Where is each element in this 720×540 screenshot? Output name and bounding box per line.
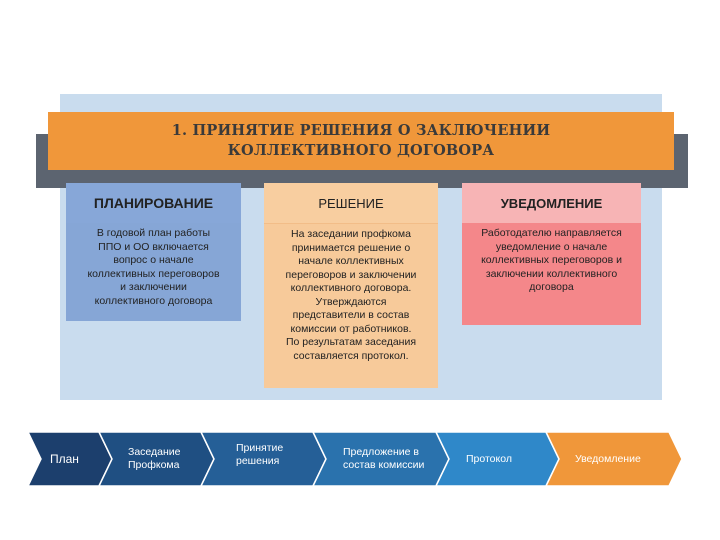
decision-title: РЕШЕНИЕ	[264, 183, 438, 224]
notification-title: УВЕДОМЛЕНИЕ	[462, 183, 641, 223]
step-decision-line-1: Принятие	[236, 442, 284, 454]
planning-text: В годовой план работы ППО и ОО включается вопрос о начале коллективных переговоров и заключении коллективного договора	[87, 227, 220, 307]
title-line-2: КОЛЛЕКТИВНОГО ДОГОВОРА	[227, 142, 495, 159]
decision-text: На заседании профкома принимается решение о начале коллективных переговоров и заключении коллективного договора. Утверждаются представители в состав комиссии от работников. По результатам заседания составляется протокол.	[285, 228, 417, 362]
step-protocol-label	[466, 432, 512, 486]
step-meeting-line-2: Профкома	[128, 459, 180, 471]
step-decision-label	[236, 428, 283, 482]
step-proposal-line-1: Предложение в	[343, 446, 419, 458]
step-protocol-text: Протокол	[466, 452, 512, 465]
step-notification-text: Уведомление	[575, 452, 641, 465]
step-plan-label	[50, 432, 79, 486]
step-proposal-line-2: состав комиссии	[343, 459, 425, 471]
step-notification-label	[575, 432, 641, 486]
step-plan-text: План	[50, 451, 79, 466]
step-decision-line-2: решения	[236, 455, 280, 467]
notification-text: Работодателю направляется уведомление о начале коллективных переговоров и заключении коллективного договора	[481, 227, 622, 293]
title-line-1: 1. ПРИНЯТИЕ РЕШЕНИЯ О ЗАКЛЮЧЕНИИ	[171, 122, 551, 139]
planning-title: ПЛАНИРОВАНИЕ	[66, 183, 241, 223]
step-proposal-label	[343, 432, 424, 486]
step-meeting-line-1: Заседание	[128, 446, 181, 458]
step-meeting-label	[128, 432, 181, 486]
